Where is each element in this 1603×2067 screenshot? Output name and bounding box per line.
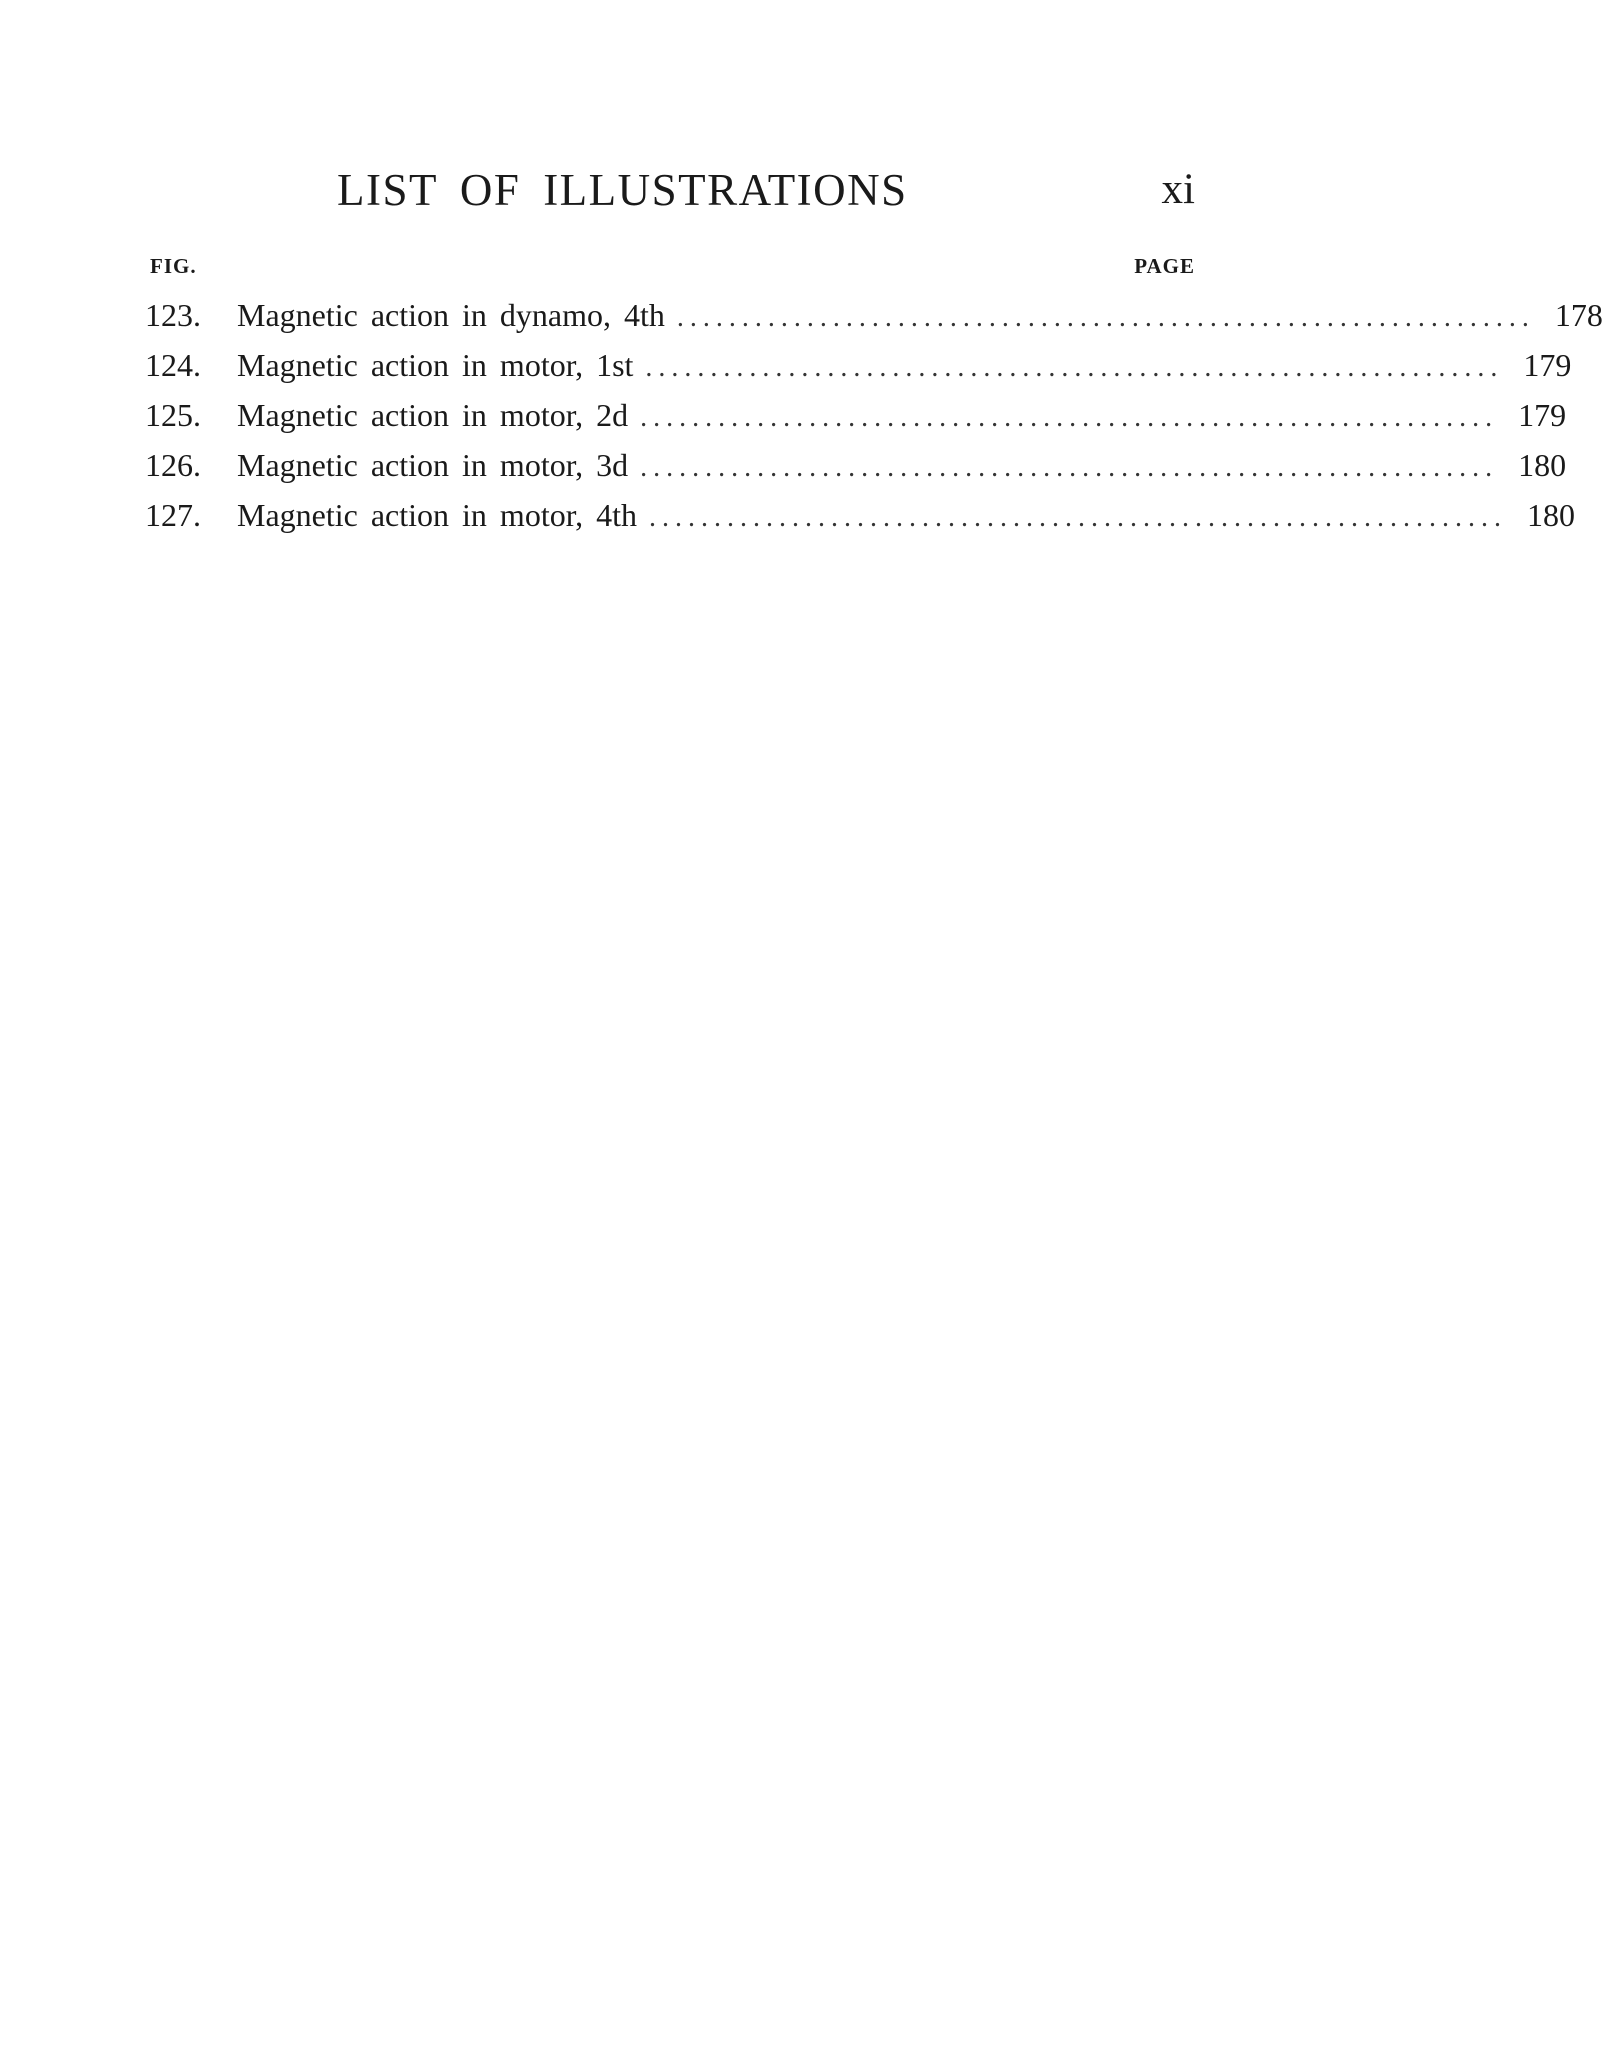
fig-number: 127. xyxy=(145,497,201,533)
list-item xyxy=(145,390,1567,440)
fig-caption: Magnetic action in motor, 4th xyxy=(237,497,637,533)
fig-caption: Magnetic action in motor, 2d xyxy=(237,397,629,433)
page-reference: 180 xyxy=(1526,497,1575,533)
running-head xyxy=(145,160,1195,220)
fig-number: 126. xyxy=(145,447,201,483)
page-reference: 179 xyxy=(1523,347,1572,383)
fig-caption: Magnetic action in dynamo, 4th xyxy=(237,297,665,333)
dot-leader: .................................................................. xyxy=(645,352,1504,383)
page-title: LIST OF ILLUSTRATIONS xyxy=(337,165,908,215)
column-headings xyxy=(145,254,1195,280)
list-item xyxy=(145,490,1575,540)
dot-leader: .................................................................. xyxy=(648,502,1507,533)
illustration-list xyxy=(145,290,1603,540)
fig-caption: Magnetic action in motor, 1st xyxy=(237,347,634,383)
fig-number: 125. xyxy=(145,397,201,433)
fig-column-label: FIG. xyxy=(150,254,197,278)
fig-caption: Magnetic action in motor, 3d xyxy=(237,447,629,483)
list-item xyxy=(145,340,1572,390)
page-reference: 180 xyxy=(1518,447,1567,483)
dot-leader: .................................................................. xyxy=(676,302,1535,333)
dot-leader: .................................................................. xyxy=(640,402,1499,433)
fig-number: 124. xyxy=(145,347,201,383)
list-item xyxy=(145,440,1567,490)
list-item xyxy=(145,290,1603,340)
page-reference: 178 xyxy=(1554,297,1603,333)
dot-leader: .................................................................. xyxy=(640,452,1499,483)
page-column-label: PAGE xyxy=(1134,254,1195,278)
page-number: xi xyxy=(1161,166,1195,213)
fig-number: 123. xyxy=(145,297,201,333)
page-reference: 179 xyxy=(1518,397,1567,433)
